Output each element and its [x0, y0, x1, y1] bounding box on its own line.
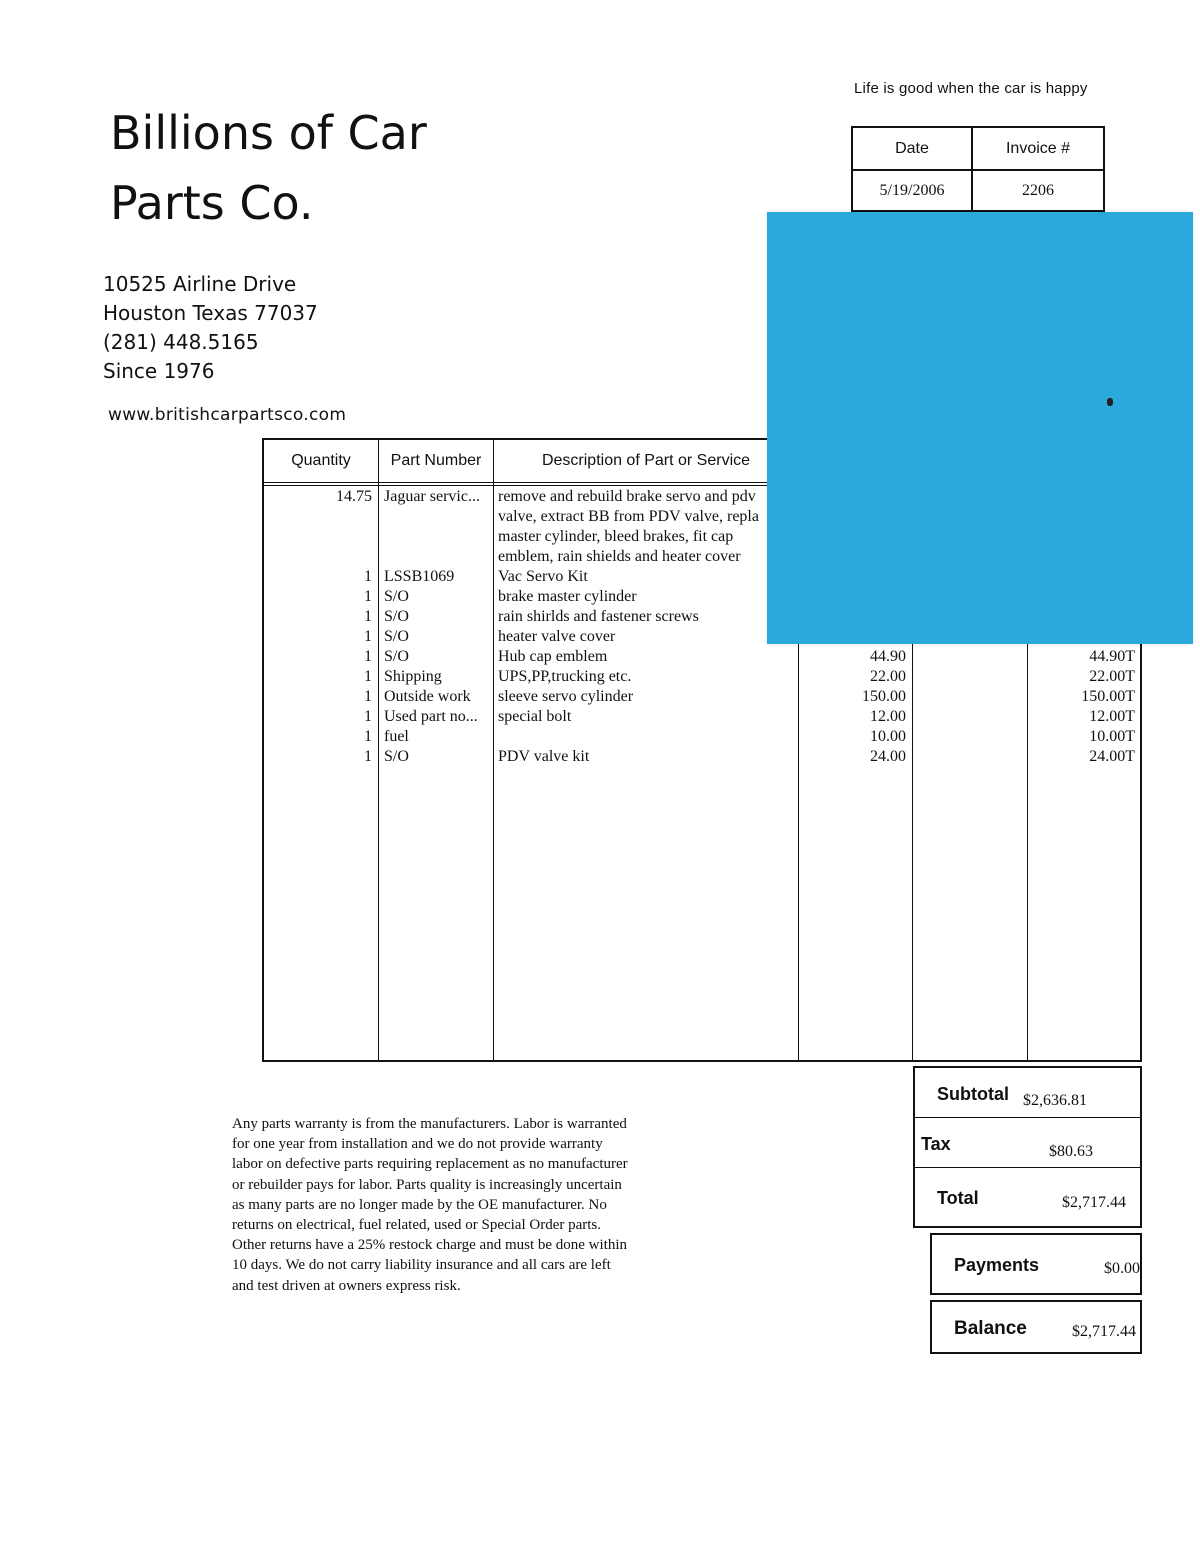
amount-cell: 150.00T: [1081, 688, 1135, 705]
rate-cell: 12.00: [870, 708, 906, 725]
tagline: Life is good when the car is happy: [854, 80, 1088, 97]
description-cell: UPS,PP,trucking etc.: [498, 668, 632, 685]
amount-cell: 22.00T: [1089, 668, 1135, 685]
total-value: $2,717.44: [1062, 1194, 1126, 1211]
sticky-note: [767, 212, 1193, 644]
balance-box: [930, 1300, 1142, 1354]
part-number-cell: Outside work: [384, 688, 471, 705]
quantity-cell: 1: [364, 748, 372, 765]
column-header-part-number: Part Number: [390, 452, 482, 469]
subtotal-value: $2,636.81: [1023, 1092, 1087, 1109]
payments-box: [930, 1233, 1142, 1295]
tax-value: $80.63: [1049, 1143, 1093, 1160]
description-cell: Vac Servo Kit: [498, 568, 588, 585]
invoice-number: 2206: [1022, 181, 1054, 199]
quantity-cell: 1: [364, 708, 372, 725]
company-name: Billions of Car Parts Co.: [110, 106, 427, 230]
payments-value: $0.00: [1104, 1260, 1140, 1277]
tax-label: Tax: [921, 1134, 951, 1154]
quantity-cell: 1: [364, 568, 372, 585]
rate-cell: 150.00: [862, 688, 906, 705]
part-number-cell: LSSB1069: [384, 568, 455, 585]
description-cell: sleeve servo cylinder: [498, 688, 634, 705]
amount-cell: 10.00T: [1089, 728, 1135, 745]
phone-number: (281) 448.5165: [103, 330, 259, 354]
total-label: Total: [937, 1188, 979, 1208]
part-number-cell: fuel: [384, 728, 409, 745]
address-line-1: 10525 Airline Drive: [103, 272, 297, 296]
ink-mark: [1107, 398, 1113, 406]
totals-box: [913, 1066, 1142, 1228]
part-number-cell: Jaguar servic...: [384, 488, 480, 505]
rate-cell: 24.00: [870, 748, 906, 765]
quantity-cell: 14.75: [336, 488, 372, 505]
amount-cell: 44.90T: [1089, 648, 1135, 665]
quantity-cell: 1: [364, 588, 372, 605]
subtotal-label: Subtotal: [937, 1084, 1009, 1104]
rate-cell: 10.00: [870, 728, 906, 745]
date-label: Date: [895, 139, 929, 157]
invoice-number-label: Invoice #: [1005, 139, 1071, 157]
amount-cell: 12.00T: [1089, 708, 1135, 725]
part-number-cell: S/O: [384, 748, 409, 765]
quantity-cell: 1: [364, 628, 372, 645]
description-cell: PDV valve kit: [498, 748, 590, 765]
balance-value: $2,717.44: [1072, 1323, 1136, 1340]
part-number-cell: Used part no...: [384, 708, 478, 725]
amount-cell: 24.00T: [1089, 748, 1135, 765]
part-number-cell: S/O: [384, 628, 409, 645]
quantity-cell: 1: [364, 608, 372, 625]
description-cell: special bolt: [498, 708, 572, 725]
since-year: Since 1976: [103, 359, 215, 383]
part-number-cell: S/O: [384, 588, 409, 605]
quantity-cell: 1: [364, 688, 372, 705]
description-cell: Hub cap emblem: [498, 648, 608, 665]
balance-label: Balance: [954, 1318, 1027, 1339]
website-url: www.britishcarpartsco.com: [108, 405, 347, 425]
description-cell: brake master cylinder: [498, 588, 637, 605]
description-cell: rain shirlds and fastener screws: [498, 608, 699, 625]
invoice-date: 5/19/2006: [879, 181, 945, 199]
invoice-info-table: [851, 126, 1105, 212]
company-address: [103, 270, 318, 386]
quantity-cell: 1: [364, 648, 372, 665]
description-cell: remove and rebuild brake servo and pdv valve, extract BB from PDV valve, repla master cylinder, bleed brakes, fit cap emblem, rain shields and heater cover: [498, 488, 759, 565]
payments-label: Payments: [954, 1255, 1040, 1275]
column-header-quantity: Quantity: [291, 452, 351, 469]
description-cell: heater valve cover: [498, 628, 616, 645]
quantity-cell: 1: [364, 728, 372, 745]
rate-cell: 44.90: [870, 648, 906, 665]
warranty-notice: Any parts warranty is from the manufacturers. Labor is warranted for one year from installation and we do not provide warranty labor on defective parts requiring replacement as no manufacturer or rebuilder pays for labor. Parts quality is increasingly uncertain as many parts are no longer made by the OE manufacturer. No returns on electrical, fuel related, used or Special Order parts. Other returns have a 25% restock charge and must be done within 10 days. We do not carry liability insurance and all cars are left and test driven at owners express risk.: [232, 1116, 628, 1294]
quantity-cell: 1: [364, 668, 372, 685]
rate-cell: 22.00: [870, 668, 906, 685]
part-number-cell: S/O: [384, 648, 409, 665]
part-number-cell: Shipping: [384, 668, 442, 685]
column-header-description: Description of Part or Service: [541, 452, 751, 469]
address-line-2: Houston Texas 77037: [103, 301, 318, 325]
part-number-cell: S/O: [384, 608, 409, 625]
